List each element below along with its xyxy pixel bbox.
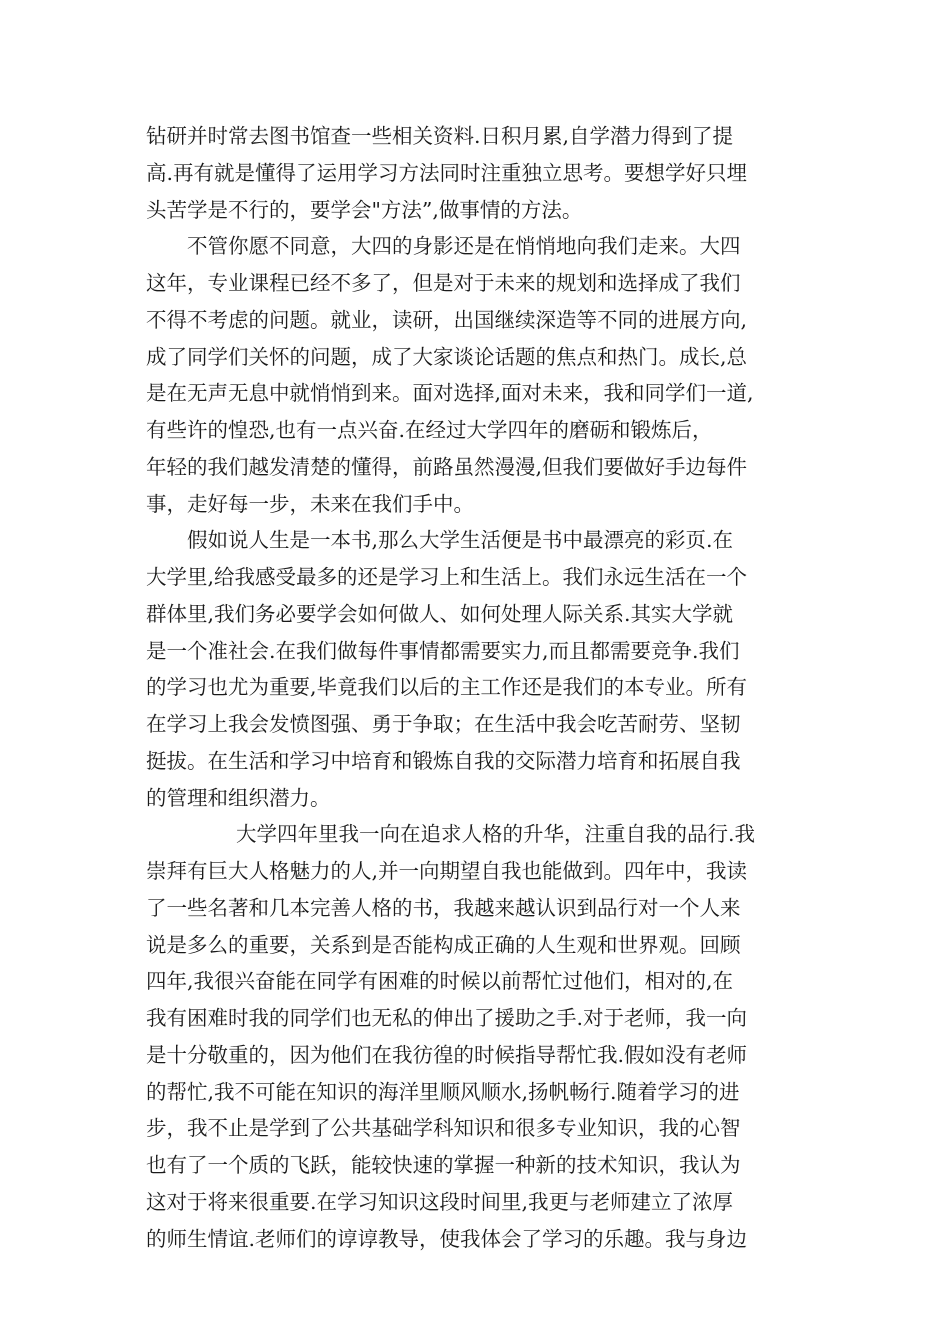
- text-line: 是一个准社会.在我们做每件事情都需要实力,而且都需要竞争.我们: [146, 638, 740, 663]
- text-line: 崇拜有巨大人格魅力的人,并一向期望自我也能做到。四年中，我读: [146, 859, 748, 883]
- text-line: 步，我不止是学到了公共基础学科知识和很多专业知识，我的心智: [146, 1116, 741, 1141]
- text-line: 是在无声无息中就悄悄到来。面对选择,面对未来，我和同学们一道,: [146, 381, 754, 406]
- text-line: 事，走好每一步，未来在我们手中。: [146, 491, 474, 516]
- text-line: 这对于将来很重要.在学习知识这段时间里,我更与老师建立了浓厚: [146, 1189, 734, 1214]
- text-line: 头苦学是不行的，要学会"方法”,做事情的方法。: [146, 197, 583, 222]
- text-line: 是十分敬重的，因为他们在我彷徨的时候指导帮忙我.假如没有老师: [146, 1042, 748, 1067]
- text-line: 我有困难时我的同学们也无私的伸出了援助之手.对于老师，我一向: [146, 1006, 748, 1030]
- text-line: 的管理和组织潜力。: [146, 785, 331, 810]
- text-line: 高.再有就是懂得了运用学习方法同时注重独立思考。要想学好只埋: [146, 160, 748, 185]
- text-line: 成了同学们关怀的问题，成了大家谈论话题的焦点和热门。成长,总: [146, 344, 748, 369]
- text-line: 群体里,我们务必要学会如何做人、如何处理人际关系.其实大学就: [146, 601, 734, 626]
- text-line: 在学习上我会发愤图强、勇于争取；在生活中我会吃苦耐劳、坚韧: [146, 712, 741, 736]
- text-line: 大学里,给我感受最多的还是学习上和生活上。我们永远生活在一个: [146, 565, 748, 589]
- text-line: 钻研并时常去图书馆查一些相关资料.日积月累,自学潜力得到了提: [146, 124, 734, 148]
- paragraph-start-line: 假如说人生是一本书,那么大学生活便是书中最漂亮的彩页.在: [187, 528, 734, 553]
- text-line: 了一些名著和几本完善人格的书，我越来越认识到品行对一个人来: [146, 895, 741, 920]
- paragraph-start-line: 不管你愿不同意，大四的身影还是在悄悄地向我们走来。大四: [187, 234, 741, 259]
- text-line: 的帮忙,我不可能在知识的海洋里顺风顺水,扬帆畅行.随着学习的进: [146, 1079, 740, 1104]
- text-line: 不得不考虑的问题。就业，读研，出国继续深造等不同的进展方向,: [146, 307, 748, 332]
- text-line: 挺拔。在生活和学习中培育和锻炼自我的交际潜力培育和拓展自我: [146, 748, 741, 773]
- text-line: 四年,我很兴奋能在同学有困难的时候以前帮忙过他们，相对的,在: [146, 969, 734, 994]
- text-line: 也有了一个质的飞跃，能较快速的掌握一种新的技术知识，我认为: [146, 1153, 741, 1177]
- body-text: [146, 118, 806, 1257]
- text-line: 的师生情谊.老师们的谆谆教导，使我体会了学习的乐趣。我与身边: [146, 1226, 748, 1251]
- text-line: 年轻的我们越发清楚的懂得，前路虽然漫漫,但我们要做好手边每件: [146, 454, 748, 479]
- text-line: 说是多么的重要，关系到是否能构成正确的人生观和世界观。回顾: [146, 932, 741, 957]
- text-line: 有些许的惶恐,也有一点兴奋.在经过大学四年的磨砺和锻炼后，: [146, 418, 713, 442]
- text-line: 这年，专业课程已经不多了，但是对于未来的规划和选择成了我们: [146, 271, 741, 295]
- paragraph-start-line: 大学四年里我一向在追求人格的升华，注重自我的品行.我: [236, 822, 756, 847]
- text-line: 的学习也尤为重要,毕竟我们以后的主工作还是我们的本专业。所有: [146, 675, 748, 700]
